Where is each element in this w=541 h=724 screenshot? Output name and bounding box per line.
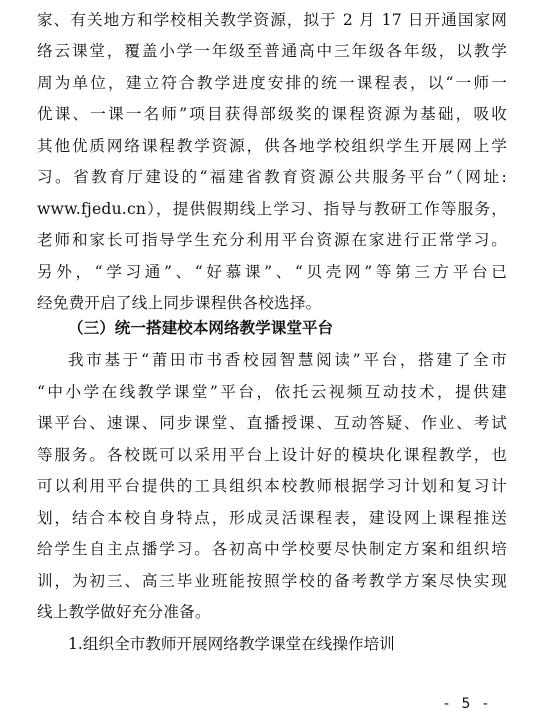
paragraph-2-line: 等服务。各校既可以采用平台上设计好的模块化课程教学，也	[37, 446, 507, 464]
paragraph-2-line: 给学生自主点播学习。各初高中学校要尽快制定方案和组织培	[37, 540, 507, 558]
page-number: - 5 -	[444, 696, 492, 712]
paragraph-2-line: 课平台、速课、同步课堂、直播授课、互动答疑、作业、考试	[37, 414, 507, 432]
paragraph-2-line: 划，结合本校自身特点，形成灵活课程表，建设网上课程推送	[37, 509, 507, 527]
paragraph-2-line: 可以利用平台提供的工具组织本校教师根据学习计划和复习计	[37, 477, 507, 495]
paragraph-1-line: 周为单位，建立符合教学进度安排的统一课程表，以“一师一	[37, 74, 507, 92]
paragraph-2-line: 训，为初三、高三毕业班能按照学校的备考教学方案尽快实现	[37, 572, 507, 590]
paragraph-2-line: 线上教学做好充分准备。	[37, 603, 211, 621]
paragraph-1-line: 优课、一课一名师”项目获得部级奖的课程资源为基础，吸收	[37, 105, 507, 123]
numbered-item: 1.组织全市教师开展网络教学课堂在线操作培训	[68, 635, 395, 653]
section-heading: （三）统一搭建校本网络教学课堂平台	[68, 319, 334, 337]
paragraph-1-line: 络云课堂，覆盖小学一年级至普通高中三年级各年级，以教学	[37, 42, 507, 60]
paragraph-1-line: 家、有关地方和学校相关教学资源，拟于 2 月 17 日开通国家网	[37, 11, 507, 29]
paragraph-1-line: 另外，“学习通”、“好慕课”、“贝壳网”等第三方平台已	[37, 263, 507, 281]
paragraph-1-line: 老师和家长可指导学生充分利用平台资源在家进行正常学习。	[37, 231, 507, 249]
paragraph-1-line: 其他优质网络课程教学资源，供各地学校组织学生开展网上学	[37, 137, 507, 155]
paragraph-2-line: “中小学在线教学课堂”平台，依托云视频互动技术，提供建	[37, 383, 507, 401]
paragraph-2-line: 我市基于“莆田市书香校园智慧阅读”平台，搭建了全市	[68, 351, 507, 369]
paragraph-1-line: www.fjedu.cn），提供假期线上学习、指导与教研工作等服务，	[37, 200, 507, 218]
paragraph-1-line: 习。省教育厅建设的“福建省教育资源公共服务平台”（网址:	[37, 168, 507, 186]
paragraph-1-line: 经免费开启了线上同步课程供各校选择。	[37, 294, 322, 312]
